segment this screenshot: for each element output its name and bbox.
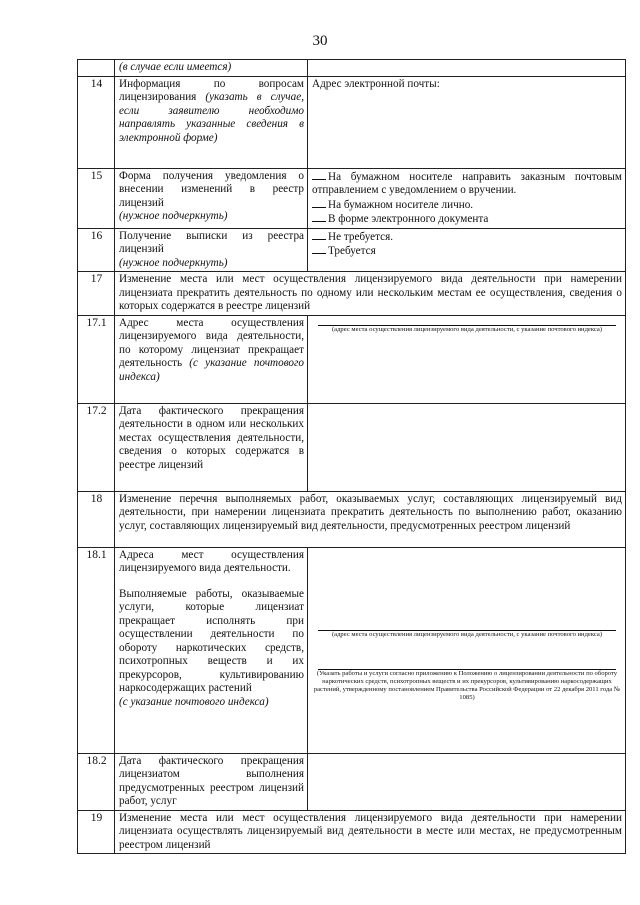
table-row	[78, 168, 626, 228]
date-field[interactable]	[308, 403, 626, 491]
row-16-label	[115, 228, 308, 272]
label-text: Адрес места осуществления лицензируемого вида деятельности, по которому лицензиат прекращает деятельность	[119, 316, 304, 369]
row-number	[78, 60, 115, 77]
option-paper-mail[interactable]: На бумажном носителе направить заказным почтовым отправлением с уведомлением о вручении.	[312, 170, 622, 196]
section-18-heading: Изменение перечня выполняемых работ, оказываемых услуг, составляющих лицензируемый вид деятельности, при намерении лицензиата прекратить деятельность по выполнению работ, оказанию услуг, составляющих лицензируемый вид деятельности, предусмотренных реестром лицензий	[115, 491, 626, 547]
page-number: 30	[312, 33, 328, 49]
table-row	[78, 76, 626, 168]
label-text: Адреса мест осуществления лицензируемого вида деятельности.	[119, 548, 304, 574]
field-hint: (Указать работы и услуги согласно приложению к Положению о лицензировании деятельности по обороту наркотических средств, психотропных веществ и их прекурсоров, культивированию наркосодержащих растений, утвержденному постановлением Правительства Российской Федерации от 22 декабря 2011 года № 1085)	[313, 669, 621, 701]
row-14-label	[115, 76, 308, 168]
table-row	[78, 272, 626, 316]
application-form-table	[77, 59, 626, 854]
field-hint: (адрес места осуществления лицензируемого вида деятельности, с указание почтового индекса)	[331, 630, 603, 638]
row-number: 15	[78, 168, 115, 228]
table-row	[78, 810, 626, 854]
option-paper-personal[interactable]: На бумажном носителе лично.	[312, 198, 622, 213]
row-number: 18.1	[78, 547, 115, 753]
table-row	[78, 228, 626, 272]
address-field[interactable]	[308, 315, 626, 403]
email-field[interactable]: Адрес электронной почты:	[308, 76, 626, 168]
row-13-tail-label: (в случае если имеется)	[115, 60, 308, 77]
notification-form-options	[308, 168, 626, 228]
label-text: Форма получения уведомления о внесении изменений в реестр лицензий	[119, 169, 304, 209]
row-number: 18	[78, 491, 115, 547]
table-row	[78, 491, 626, 547]
label-note: (с указание почтового индекса)	[119, 695, 269, 708]
row-17-1-label	[115, 315, 308, 403]
table-row	[78, 403, 626, 491]
label-note: (указать в случае, если заявителю необходимо направлять указанные сведения в электронной форме)	[119, 91, 304, 144]
option-electronic[interactable]: В форме электронного документа	[312, 212, 622, 227]
table-row	[78, 315, 626, 403]
row-number: 18.2	[78, 753, 115, 810]
checkbox-line[interactable]	[312, 198, 326, 208]
checkbox-line[interactable]	[312, 230, 326, 240]
row-number: 17.1	[78, 315, 115, 403]
row-number: 16	[78, 228, 115, 272]
section-19-heading: Изменение места или мест осуществления лицензируемого вида деятельности при намерении лицензиата осуществлять лицензируемый вид деятельности в месте или местах, не предусмотренным реестром лицензий	[115, 810, 626, 854]
checkbox-line[interactable]	[312, 212, 326, 222]
row-18-2-label: Дата фактического прекращения лицензиатом выполнения предусмотренных реестром лицензий работ, услуг	[115, 753, 308, 810]
label-note: (нужное подчеркнуть)	[119, 256, 228, 269]
works-services-field[interactable]	[308, 547, 626, 753]
table-row	[78, 547, 626, 753]
row-15-label	[115, 168, 308, 228]
row-number: 17.2	[78, 403, 115, 491]
label-note: (с указание почтового индекса)	[119, 357, 304, 383]
date-field[interactable]	[308, 753, 626, 810]
checkbox-line[interactable]	[312, 170, 326, 180]
label-note: (нужное подчеркнуть)	[119, 210, 228, 222]
row-number: 19	[78, 810, 115, 854]
extract-options	[308, 228, 626, 272]
label-text: Информация по вопросам лицензирования	[119, 77, 304, 103]
field-hint: (адрес места осуществления лицензируемого вида деятельности, с указание почтового индекса)	[331, 325, 603, 333]
label-text: Получение выписки из реестра лицензий	[119, 229, 304, 255]
option-required[interactable]: Требуется	[312, 244, 622, 259]
row-number: 17	[78, 272, 115, 316]
row-number: 14	[78, 76, 115, 168]
option-not-required[interactable]: Не требуется.	[312, 230, 622, 245]
table-row	[78, 60, 626, 77]
table-row	[78, 753, 626, 810]
label-text: Выполняемые работы, оказываемые услуги, которые лицензиат прекращает исполнять при осуществлении деятельности по обороту наркотических средств, психотропных веществ и их прекурсоров, культивированию наркосодержащих растений	[119, 587, 304, 694]
row-value	[308, 60, 626, 77]
section-17-heading: Изменение места или мест осуществления лицензируемого вида деятельности при намерении лицензиата прекратить деятельность по одному или нескольким местам ее осуществления, сведения о которых содержатся в реестре лицензий	[115, 272, 626, 316]
row-17-2-label: Дата фактического прекращения деятельности в одном или нескольких местах осуществления деятельности, сведения о которых содержатся в реестре лицензий	[115, 403, 308, 491]
checkbox-line[interactable]	[312, 244, 326, 254]
row-18-1-label	[115, 547, 308, 753]
